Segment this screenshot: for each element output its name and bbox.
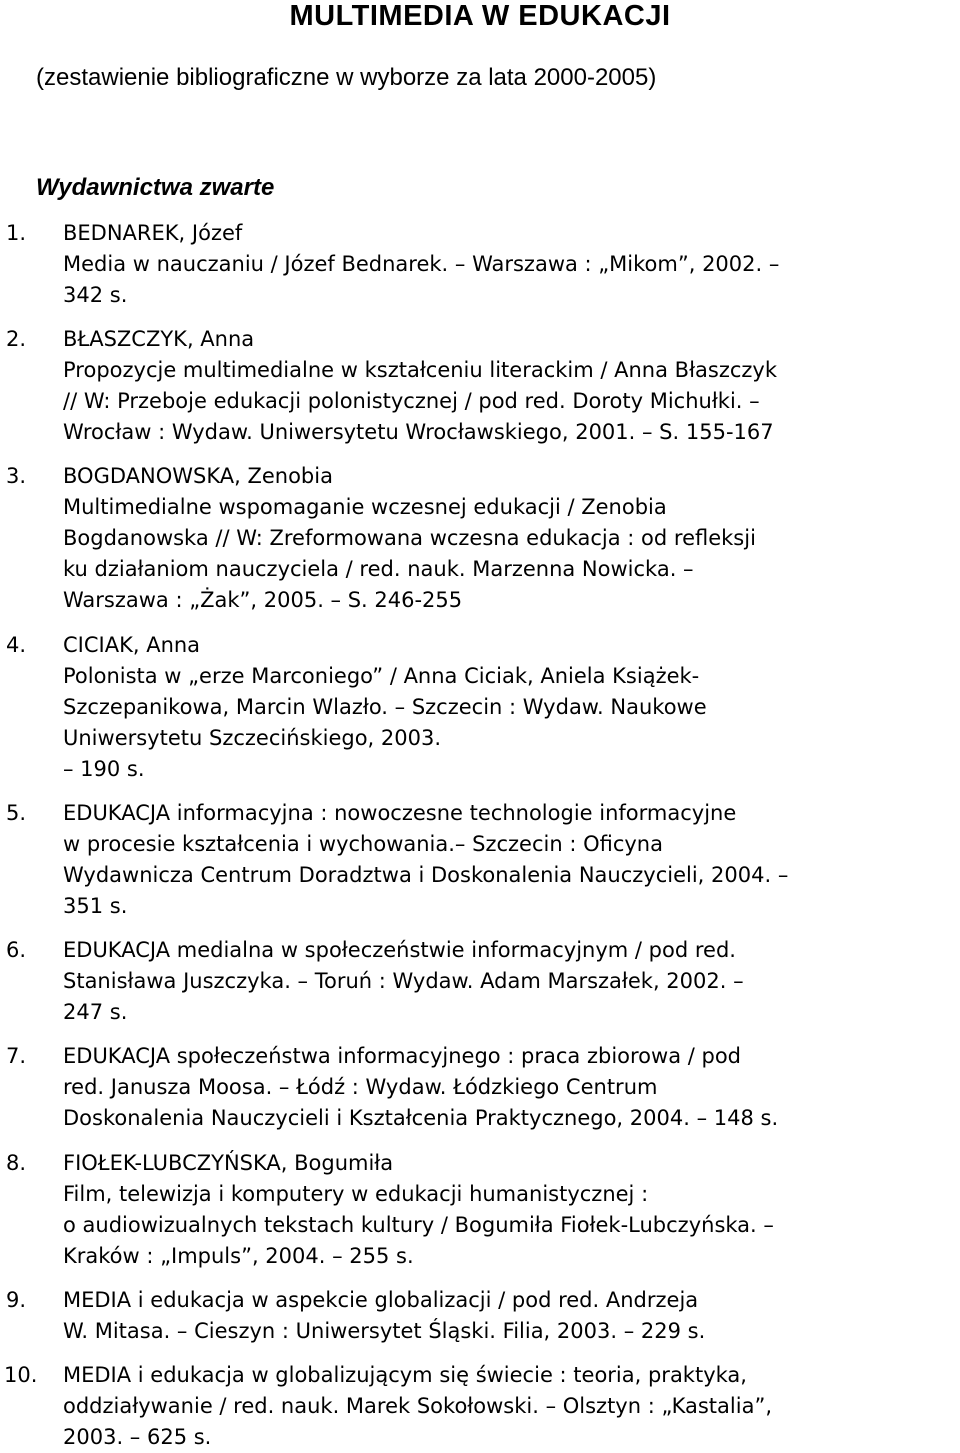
entry-line: Polonista w „erze Marconiego” / Anna Ciciak, Aniela Książek- <box>63 664 700 688</box>
entry-number: 9. <box>6 1288 27 1312</box>
entry-number: 8. <box>6 1151 27 1175</box>
entry-line: 2003. – 625 s. <box>63 1425 212 1449</box>
entry-line: BOGDANOWSKA, Zenobia <box>63 464 333 488</box>
entry-number: 1. <box>6 221 27 245</box>
entry-line: 342 s. <box>63 283 128 307</box>
entry-number: 2. <box>6 327 27 351</box>
entry-body <box>63 461 948 616</box>
entry-line: W. Mitasa. – Cieszyn : Uniwersytet Śląski. Filia, 2003. – 229 s. <box>63 1319 706 1343</box>
entry-line: Doskonalenia Nauczycieli i Kształcenia Praktycznego, 2004. – 148 s. <box>63 1106 779 1130</box>
entry-line: Media w nauczaniu / Józef Bednarek. – Warszawa : „Mikom”, 2002. – <box>63 252 780 276</box>
entry-line: Kraków : „Impuls”, 2004. – 255 s. <box>63 1244 414 1268</box>
entry-line: o audiowizualnych tekstach kultury / Bogumiła Fiołek-Lubczyńska. – <box>63 1213 774 1237</box>
entry-line: BEDNAREK, Józef <box>63 221 243 245</box>
entry-line: Uniwersytetu Szczecińskiego, 2003. <box>63 726 442 750</box>
entry-line: 247 s. <box>63 1000 128 1024</box>
document-subtitle: (zestawienie bibliograficzne w wyborze za lata 2000-2005) <box>36 64 657 91</box>
entry-line: Propozycje multimedialne w kształceniu literackim / Anna Błaszczyk <box>63 358 778 382</box>
entry-line: Warszawa : „Żak”, 2005. – S. 246-255 <box>63 588 463 612</box>
entry-line: Szczepanikowa, Marcin Wlazło. – Szczecin : Wydaw. Naukowe <box>63 695 707 719</box>
entry-line: // W: Przeboje edukacji polonistycznej / pod red. Doroty Michułki. – <box>63 389 760 413</box>
entry-body <box>63 324 948 448</box>
entry-line: Film, telewizja i komputery w edukacji humanistycznej : <box>63 1182 649 1206</box>
entry-line: EDUKACJA medialna w społeczeństwie informacyjnym / pod red. <box>63 938 736 962</box>
entry-line: w procesie kształcenia i wychowania.– Szczecin : Oficyna <box>63 832 663 856</box>
entry-line: MEDIA i edukacja w globalizującym się świecie : teoria, praktyka, <box>63 1363 747 1387</box>
entry-number: 7. <box>6 1044 27 1068</box>
entry-line: FIOŁEK-LUBCZYŃSKA, Bogumiła <box>63 1151 394 1175</box>
entry-line: oddziaływanie / red. nauk. Marek Sokołowski. – Olsztyn : „Kastalia”, <box>63 1394 773 1418</box>
entry-body <box>63 1148 948 1272</box>
entry-line: MEDIA i edukacja w aspekcie globalizacji / pod red. Andrzeja <box>63 1288 699 1312</box>
entry-line: BŁASZCZYK, Anna <box>63 327 255 351</box>
entry-line: Bogdanowska // W: Zreformowana wczesna edukacja : od refleksji <box>63 526 756 550</box>
entry-body <box>63 630 948 785</box>
entry-line: Wydawnicza Centrum Doradztwa i Doskonalenia Nauczycieli, 2004. – <box>63 863 789 887</box>
entry-line: – 190 s. <box>63 757 145 781</box>
entry-number: 5. <box>6 801 27 825</box>
entry-line: Wrocław : Wydaw. Uniwersytetu Wrocławskiego, 2001. – S. 155-167 <box>63 420 774 444</box>
entry-body <box>63 218 948 311</box>
entry-number: 10. <box>4 1363 38 1387</box>
section-heading: Wydawnictwa zwarte <box>36 174 275 201</box>
entry-line: ku działaniom nauczyciela / red. nauk. Marzenna Nowicka. – <box>63 557 694 581</box>
entry-number: 4. <box>6 633 27 657</box>
entry-body <box>63 1041 948 1134</box>
document-title: MULTIMEDIA W EDUKACJI <box>289 0 671 32</box>
entry-line: CICIAK, Anna <box>63 633 201 657</box>
entry-line: red. Janusza Moosa. – Łódź : Wydaw. Łódzkiego Centrum <box>63 1075 658 1099</box>
entry-line: Multimedialne wspomaganie wczesnej edukacji / Zenobia <box>63 495 667 519</box>
entry-body <box>63 798 948 922</box>
entry-line: Stanisława Juszczyka. – Toruń : Wydaw. Adam Marszałek, 2002. – <box>63 969 744 993</box>
entry-body <box>63 1360 948 1453</box>
entry-line: 351 s. <box>63 894 128 918</box>
entry-number: 3. <box>6 464 27 488</box>
entry-line: EDUKACJA informacyjna : nowoczesne technologie informacyjne <box>63 801 737 825</box>
entry-body <box>63 935 948 1028</box>
entry-number: 6. <box>6 938 27 962</box>
entry-body <box>63 1285 948 1347</box>
entry-line: EDUKACJA społeczeństwa informacyjnego : praca zbiorowa / pod <box>63 1044 742 1068</box>
